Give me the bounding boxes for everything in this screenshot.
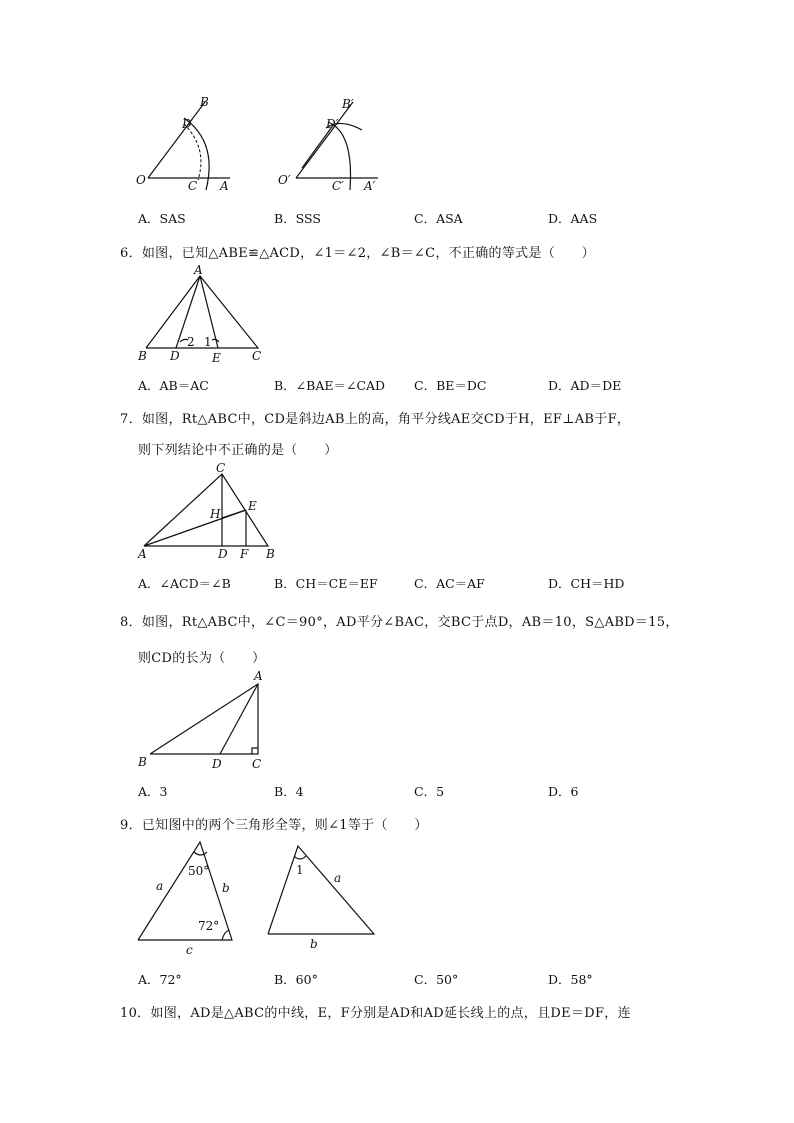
q9-side-label: b [310, 937, 318, 951]
q9-side-label: a [334, 871, 342, 885]
q6-label: B [138, 349, 147, 363]
q6-question-text: 6．如图，已知△ABE≌△ACD，∠1＝∠2，∠B＝∠C，不正确的等式是（ ） [120, 246, 595, 261]
q6-figure [136, 262, 276, 367]
q5-fig1-label: A [220, 179, 229, 193]
q9-left-triangle [132, 838, 244, 958]
q7-option-a[interactable]: A．∠ACD＝∠B [138, 576, 231, 591]
q6-label: D [170, 349, 180, 363]
q8-option-c[interactable]: C．5 [414, 784, 445, 799]
q7-option-d[interactable]: D．CH＝HD [548, 576, 625, 591]
q8-question-text-line2: 则CD的长为（ ） [138, 651, 266, 666]
q5-option-b[interactable]: B．SSS [274, 211, 321, 226]
q9-side-label: b [222, 881, 230, 895]
q8-figure [136, 668, 276, 776]
q9-angle-label: 72° [198, 919, 220, 933]
q9-option-a[interactable]: A．72° [138, 972, 182, 987]
q9-side-label: c [186, 943, 193, 957]
q5-fig1-label: O [136, 173, 146, 187]
q6-label: C [252, 349, 262, 363]
q6-option-c[interactable]: C．BE＝DC [414, 378, 487, 393]
q5-fig2-label: O′ [278, 173, 291, 187]
q10-question-text: 10．如图，AD是△ABC的中线，E，F分别是AD和AD延长线上的点，且DE＝DF，连 [120, 1006, 631, 1021]
q6-label: 1 [204, 335, 212, 349]
q5-option-c[interactable]: C．ASA [414, 211, 463, 226]
q8-option-b[interactable]: B．4 [274, 784, 304, 799]
q6-option-d[interactable]: D．AD＝DE [548, 378, 622, 393]
q8-option-a[interactable]: A．3 [138, 784, 168, 799]
q9-angle-label: 50° [188, 864, 210, 878]
q5-fig2-label: B′ [342, 97, 354, 111]
q9-option-d[interactable]: D．58° [548, 972, 593, 987]
q5-fig2-label: D′ [326, 117, 339, 131]
q5-fig2-label: C′ [332, 179, 344, 193]
q6-label: 2 [187, 335, 195, 349]
q5-option-a[interactable]: A．SAS [138, 211, 186, 226]
q8-label: B [138, 755, 147, 769]
q6-label: A [194, 263, 203, 277]
q9-side-label: a [156, 879, 164, 893]
q9-question-text: 9．已知图中的两个三角形全等，则∠1等于（ ） [120, 818, 428, 833]
q7-label: B [266, 547, 275, 561]
q8-question-text-line1: 8．如图，Rt△ABC中，∠C＝90°，AD平分∠BAC，交BC于点D，AB＝10，S△ABD＝15， [120, 615, 679, 630]
q5-fig1-label: C [188, 179, 198, 193]
q5-fig1-label: D [182, 117, 192, 131]
q7-label: F [240, 547, 249, 561]
q5-figure-1 [130, 92, 240, 197]
q7-figure [136, 460, 286, 565]
q7-label: C [216, 461, 226, 475]
q9-angle-label: 1 [296, 863, 304, 877]
q5-fig1-label: B [200, 95, 209, 109]
q8-label: D [212, 757, 222, 771]
q9-option-c[interactable]: C．50° [414, 972, 459, 987]
q7-question-text-line1: 7．如图，Rt△ABC中，CD是斜边AB上的高，角平分线AE交CD于H，EF⊥AB于F， [120, 412, 631, 427]
q7-label: E [248, 499, 257, 513]
q9-option-b[interactable]: B．60° [274, 972, 318, 987]
q8-label: C [252, 757, 262, 771]
q5-option-d[interactable]: D．AAS [548, 211, 598, 226]
q6-option-a[interactable]: A．AB＝AC [138, 378, 209, 393]
q6-label: E [212, 351, 221, 365]
q9-right-triangle [262, 838, 382, 958]
q7-question-text-line2: 则下列结论中不正确的是（ ） [138, 443, 338, 458]
q6-option-b[interactable]: B．∠BAE＝∠CAD [274, 378, 386, 393]
q7-option-c[interactable]: C．AC＝AF [414, 576, 485, 591]
q7-label: D [218, 547, 228, 561]
q8-option-d[interactable]: D．6 [548, 784, 579, 799]
q8-label: A [254, 669, 263, 683]
q7-label: H [210, 507, 221, 521]
q5-fig2-label: A′ [364, 179, 376, 193]
q5-figure-2 [278, 92, 388, 197]
q7-label: A [138, 547, 147, 561]
q7-option-b[interactable]: B．CH＝CE＝EF [274, 576, 378, 591]
